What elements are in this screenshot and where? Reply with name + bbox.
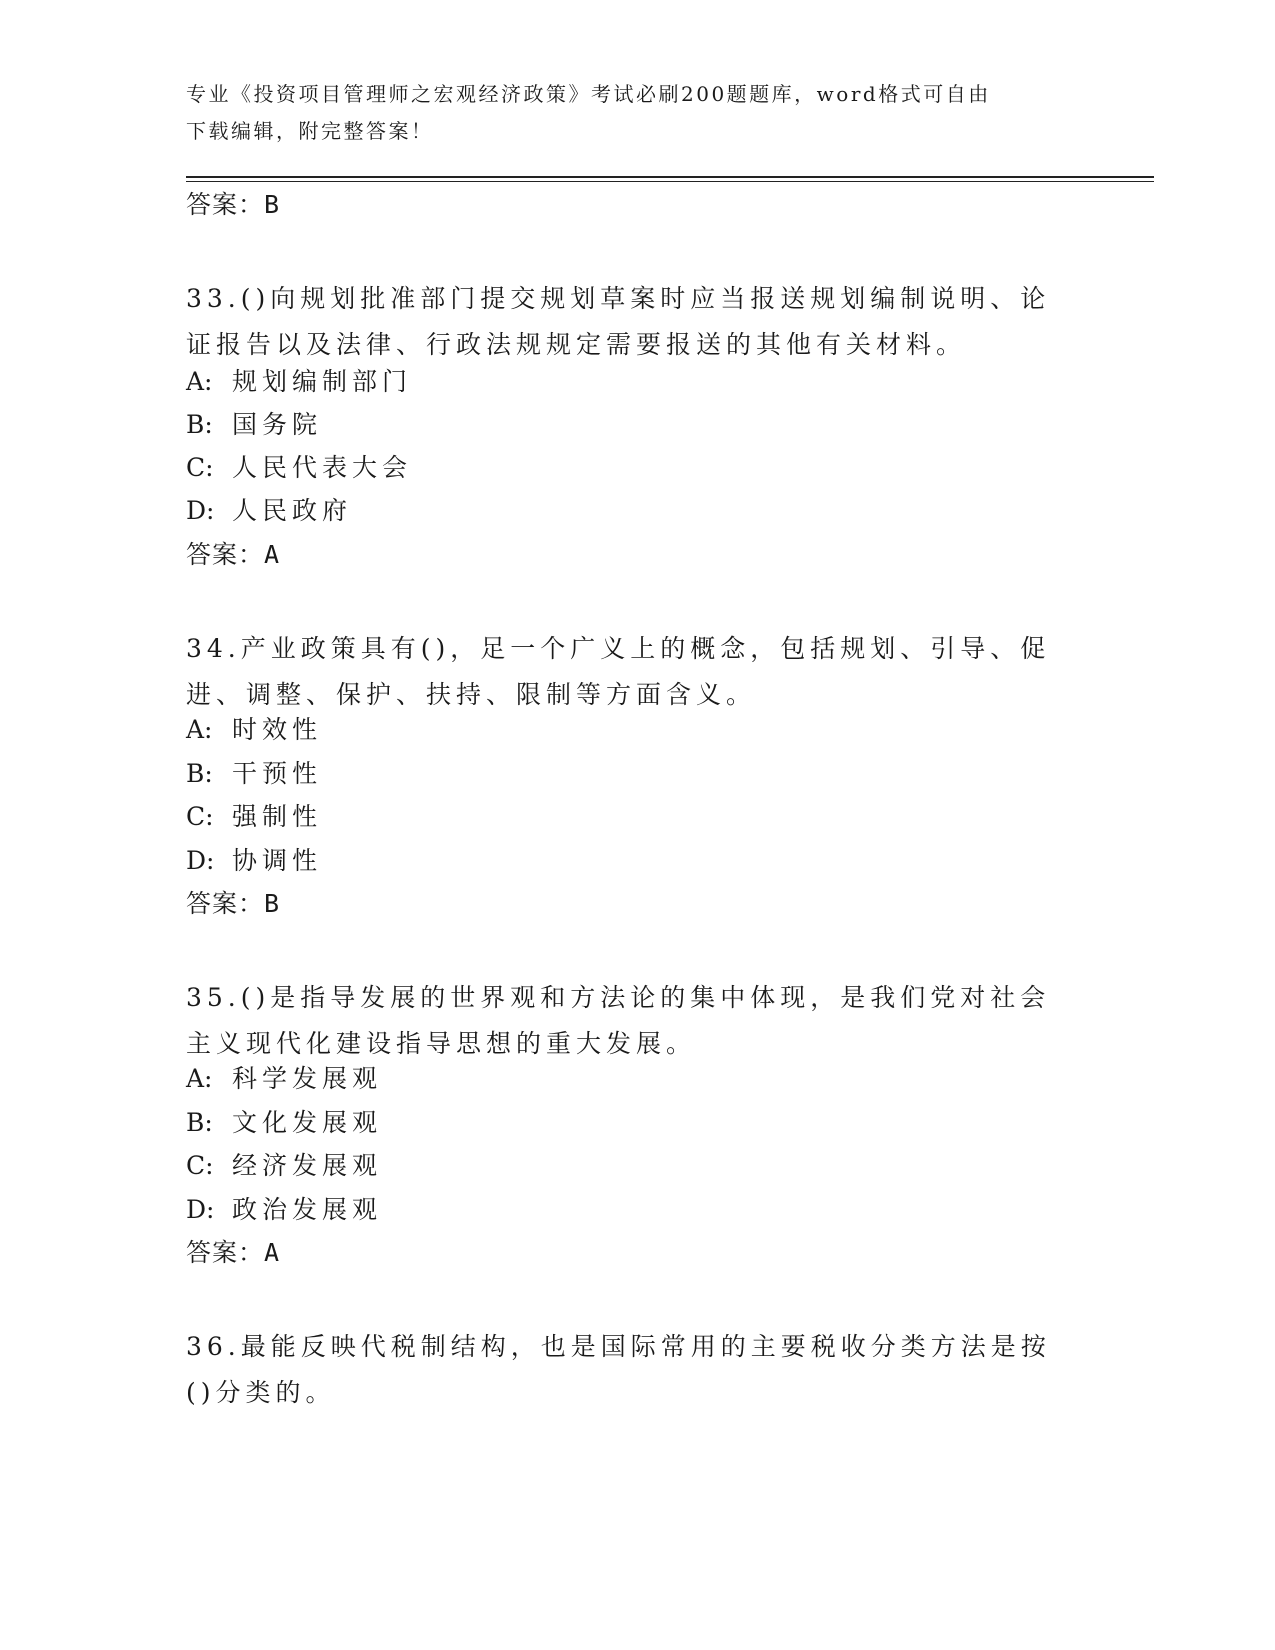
option-text: 国务院 (232, 410, 323, 439)
question-33-option-d (186, 496, 352, 526)
question-34-option-a (186, 715, 322, 745)
question-34-answer (186, 889, 280, 919)
option-letter: C: (186, 1151, 214, 1180)
header-rule-thick (186, 176, 1154, 178)
header-rule-thin (186, 181, 1154, 182)
answer-value: B (264, 190, 281, 219)
option-text: 强制性 (232, 802, 323, 831)
option-letter: A: (186, 1064, 213, 1093)
option-letter: D: (186, 1195, 215, 1224)
question-35-option-b (186, 1108, 382, 1138)
question-34-option-b (186, 759, 322, 789)
question-33-option-a (186, 367, 412, 397)
option-letter: A: (186, 715, 213, 744)
question-33-option-b (186, 410, 322, 440)
answer-label: 答案： (186, 190, 265, 219)
header-line-2: 下载编辑，附完整答案！ (186, 119, 434, 143)
option-letter: B: (186, 410, 213, 439)
option-letter: A: (186, 367, 213, 396)
question-35-option-c (186, 1151, 382, 1181)
header-line-1: 专业《投资项目管理师之宏观经济政策》考试必刷200题题库，word格式可自由 (186, 82, 991, 106)
question-33-answer (186, 540, 280, 570)
question-35-answer (186, 1238, 280, 1268)
option-text: 科学发展观 (232, 1064, 383, 1093)
question-33-option-c (186, 453, 412, 483)
option-text: 文化发展观 (232, 1108, 383, 1137)
question-36-text: 36.最能反映代税制结构，也是国际常用的主要税收分类方法是按()分类的。 (186, 1332, 1051, 1407)
question-35-option-a (186, 1064, 382, 1094)
answer-label: 答案： (186, 1238, 265, 1267)
answer-line (186, 190, 280, 220)
option-text: 人民政府 (232, 496, 353, 525)
option-text: 时效性 (232, 715, 323, 744)
question-33-text: 33.()向规划批准部门提交规划草案时应当报送规划编制说明、论证报告以及法律、行政法规规定需要报送的其他有关材料。 (186, 284, 1051, 359)
question-35-text: 35.()是指导发展的世界观和方法论的集中体现，是我们党对社会主义现代化建设指导思想的重大发展。 (186, 983, 1051, 1058)
question-34-option-c (186, 802, 322, 832)
answer-label: 答案： (186, 540, 265, 569)
option-letter: C: (186, 453, 214, 482)
option-text: 政治发展观 (232, 1195, 383, 1224)
option-letter: B: (186, 759, 213, 788)
answer-value: B (264, 889, 281, 918)
question-34-text: 34.产业政策具有()，足一个广义上的概念，包括规划、引导、促进、调整、保护、扶持、限制等方面含义。 (186, 634, 1051, 709)
question-34-option-d (186, 846, 322, 876)
option-text: 经济发展观 (232, 1151, 383, 1180)
page-header (186, 76, 1086, 150)
option-text: 干预性 (232, 759, 323, 788)
question-35-option-d (186, 1195, 382, 1225)
option-text: 人民代表大会 (232, 453, 413, 482)
option-letter: D: (186, 846, 215, 875)
option-text: 协调性 (232, 846, 323, 875)
option-letter: B: (186, 1108, 213, 1137)
answer-label: 答案： (186, 889, 265, 918)
answer-value: A (264, 540, 281, 569)
answer-value: A (264, 1238, 281, 1267)
option-letter: C: (186, 802, 214, 831)
option-letter: D: (186, 496, 215, 525)
option-text: 规划编制部门 (232, 367, 413, 396)
